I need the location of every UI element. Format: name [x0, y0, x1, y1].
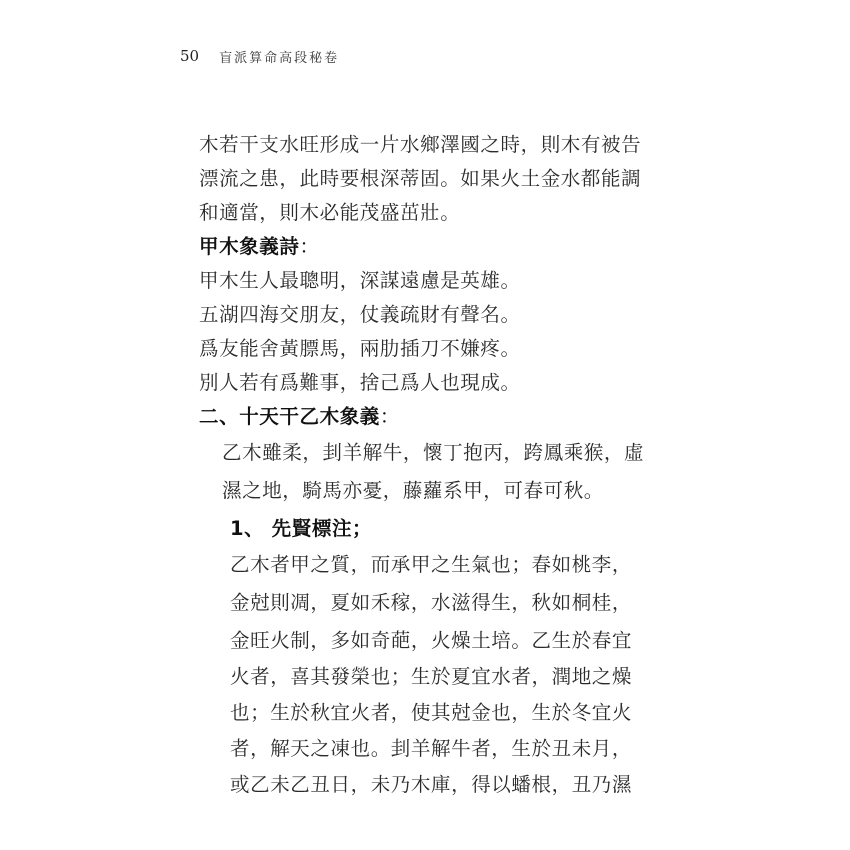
book-title: 盲派算命高段秘卷	[219, 50, 340, 66]
subsection-heading: 1、 先賢標注；	[230, 517, 373, 540]
poem-line: 爲友能舍黃膘馬，兩肋插刀不嫌疼。	[199, 337, 521, 360]
paragraph-line: 漂流之患，此時要根深蒂固。如果火土金水都能調	[199, 167, 642, 190]
poem-line: 別人若有爲難事，捨己爲人也現成。	[199, 371, 521, 394]
subsection-line: 金尅則凋，夏如禾稼，水滋得生，秋如桐桂，	[230, 591, 633, 614]
page-number: 50	[180, 47, 200, 65]
poem-line: 甲木生人最聰明，深謀遠慮是英雄。	[199, 269, 521, 292]
section-heading-text: 二、十天干乙木象義	[199, 405, 380, 428]
poem-heading-text: 甲木象義詩	[199, 235, 300, 258]
paragraph-line: 和適當，則木必能茂盛茁壯。	[199, 201, 461, 224]
subsection-line: 者，解天之凍也。刲羊解牛者，生於丑未月，	[230, 737, 633, 760]
subsection-line: 乙木者甲之質，而承甲之生氣也；春如桃李，	[230, 553, 633, 576]
section-heading	[199, 403, 400, 431]
poem-heading	[199, 233, 320, 261]
subsection-line: 也；生於秋宜火者，使其尅金也，生於冬宜火	[230, 701, 633, 724]
subsection-line: 火者，喜其發榮也；生於夏宜水者，潤地之燥	[230, 665, 633, 688]
page-header	[180, 44, 339, 68]
paragraph-line: 木若干支水旺形成一片水鄉澤國之時，則木有被告	[199, 133, 642, 156]
section-intro-line: 濕之地，騎馬亦憂，藤蘿系甲，可春可秋。	[222, 479, 604, 502]
poem-line: 五湖四海交朋友，仗義疏財有聲名。	[199, 303, 521, 326]
section-intro-line: 乙木雖柔，刲羊解牛，懷丁抱丙，跨鳳乘猴，虛	[222, 441, 645, 464]
subsection-line: 或乙未乙丑日，未乃木庫，得以蟠根，丑乃濕	[230, 773, 633, 796]
poem-heading-colon: ：	[299, 235, 320, 258]
subsection-line: 金旺火制，多如奇葩，火燥土培。乙生於春宜	[230, 629, 633, 652]
section-heading-colon: ：	[379, 405, 401, 428]
